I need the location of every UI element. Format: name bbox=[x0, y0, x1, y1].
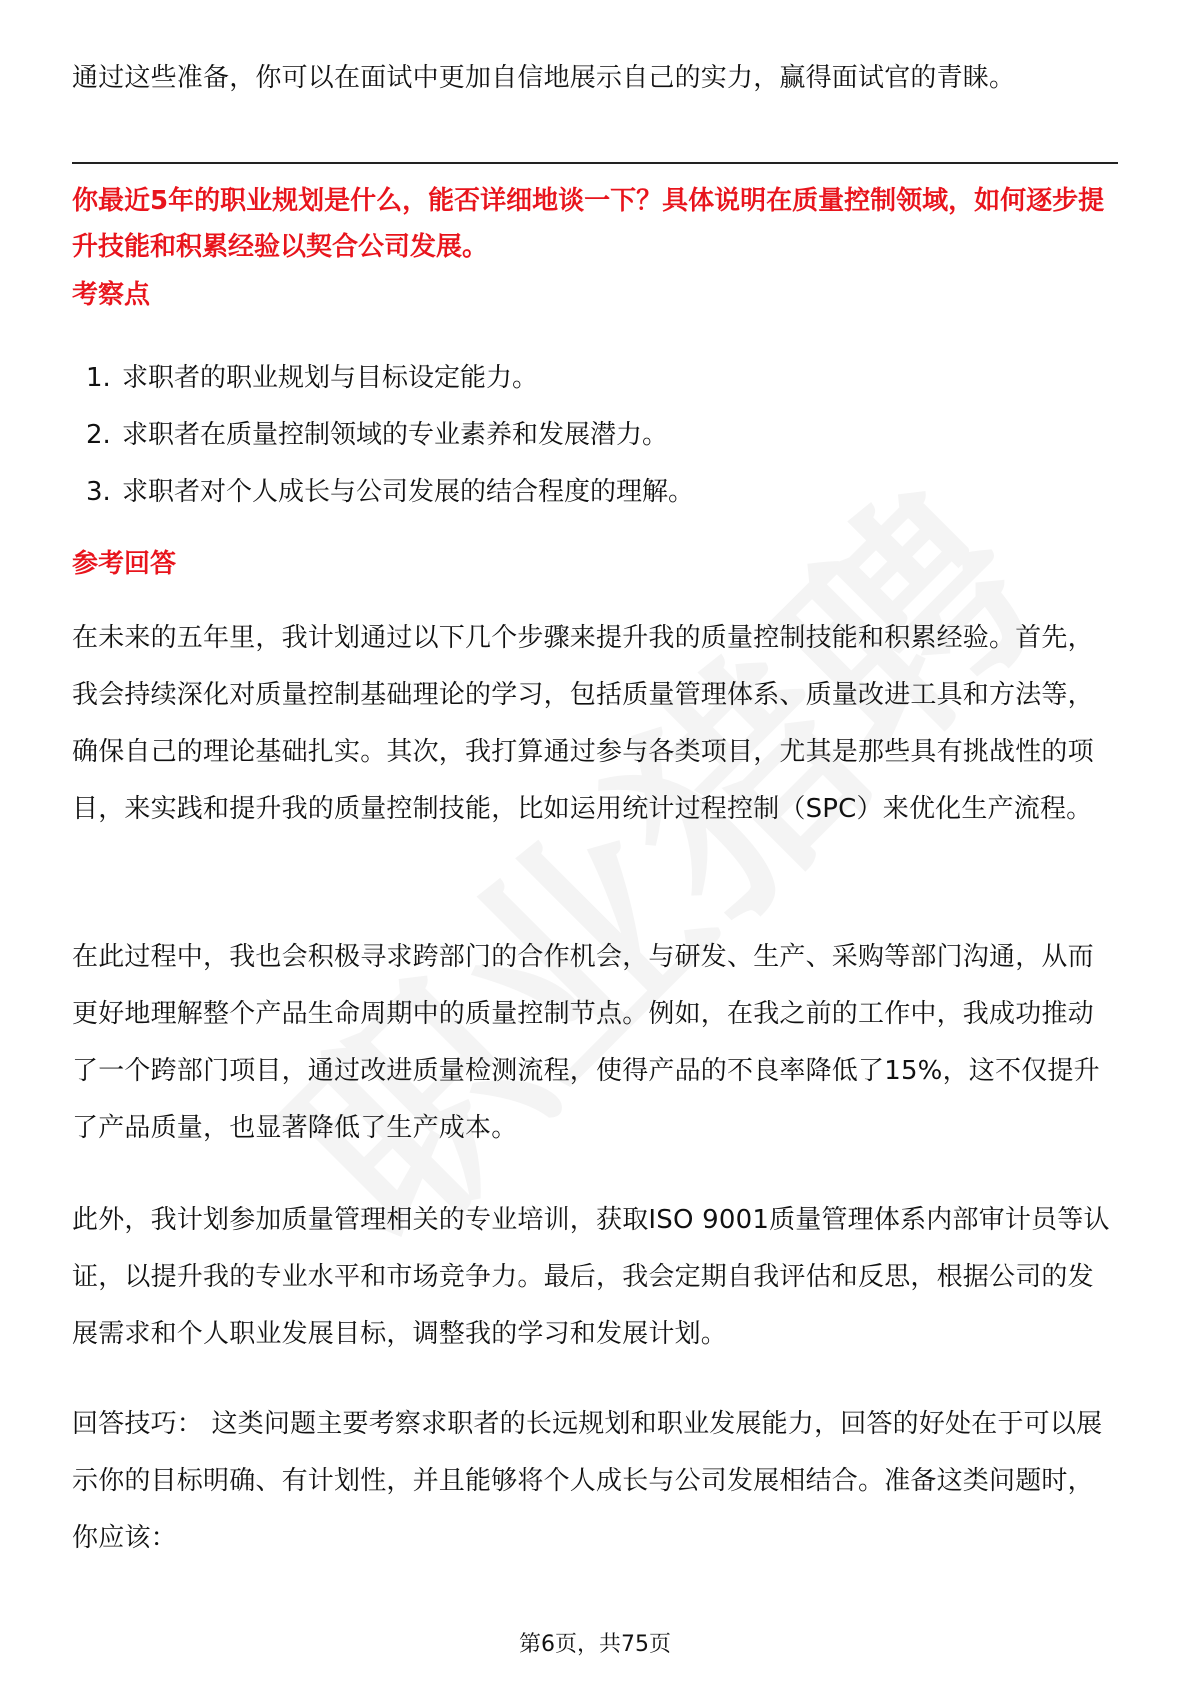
list-item-text: 求职者在质量控制领域的专业素养和发展潜力。 bbox=[122, 420, 669, 450]
answer-paragraph: 此外，我计划参加质量管理相关的专业培训，获取ISO 9001质量管理体系内部审计员等认证，以提升我的专业水平和市场竞争力。最后，我会定期自我评估和反思，根据公司的发展需求和个人职业发展目标，调整我的学习和发展计划。 bbox=[72, 1205, 1110, 1349]
page-number-footer: 第6页，共75页 bbox=[519, 1632, 671, 1657]
list-item: 3. 求职者对个人成长与公司发展的结合程度的理解。 bbox=[86, 477, 695, 507]
list-item: 1. 求职者的职业规划与目标设定能力。 bbox=[86, 363, 539, 393]
answer-tips-paragraph: 回答技巧： 这类问题主要考察求职者的长远规划和职业发展能力，回答的好处在于可以展示你的目标明确、有计划性，并且能够将个人成长与公司发展相结合。准备这类问题时，你应该： bbox=[72, 1409, 1103, 1553]
focus-list bbox=[86, 350, 694, 521]
focus-heading: 考察点 bbox=[72, 280, 151, 310]
answer-heading: 参考回答 bbox=[72, 549, 177, 579]
answer-paragraph: 在此过程中，我也会积极寻求跨部门的合作机会，与研发、生产、采购等部门沟通，从而更好地理解整个产品生命周期中的质量控制节点。例如，在我之前的工作中，我成功推动了一个跨部门项目，通过改进质量检测流程，使得产品的不良率降低了15%，这不仅提升了产品质量，也显著降低了生产成本。 bbox=[72, 942, 1100, 1143]
list-item-text: 求职者对个人成长与公司发展的结合程度的理解。 bbox=[122, 477, 695, 507]
intro-paragraph: 通过这些准备，你可以在面试中更加自信地展示自己的实力，赢得面试官的青睐。 bbox=[72, 63, 1016, 93]
section-divider bbox=[72, 162, 1118, 164]
list-item: 2. 求职者在质量控制领域的专业素养和发展潜力。 bbox=[86, 420, 669, 450]
question-title: 你最近5年的职业规划是什么，能否详细地谈一下？具体说明在质量控制领域，如何逐步提升技能和积累经验以契合公司发展。 bbox=[72, 186, 1105, 262]
list-item-text: 求职者的职业规划与目标设定能力。 bbox=[122, 363, 539, 393]
watermark-text bbox=[208, 413, 1093, 1298]
answer-paragraph: 在未来的五年里，我计划通过以下几个步骤来提升我的质量控制技能和积累经验。首先，我会持续深化对质量控制基础理论的学习，包括质量管理体系、质量改进工具和方法等，确保自己的理论基础扎实。其次，我打算通过参与各类项目，尤其是那些具有挑战性的项目，来实践和提升我的质量控制技能，比如运用统计过程控制（SPC）来优化生产流程。 bbox=[72, 623, 1094, 824]
